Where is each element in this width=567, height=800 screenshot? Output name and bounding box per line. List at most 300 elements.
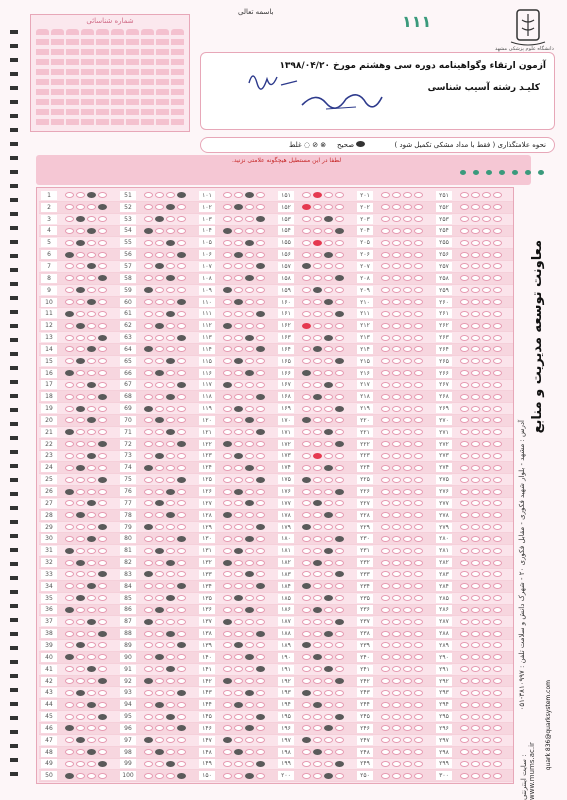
answer-bubble[interactable] [403,441,412,447]
answer-bubble[interactable] [245,583,254,589]
answer-bubble[interactable] [381,583,390,589]
answer-bubble[interactable] [234,335,243,341]
answer-bubble[interactable] [335,335,344,341]
answer-bubble[interactable] [155,690,164,696]
answer-bubble[interactable] [256,311,265,317]
answer-bubble[interactable] [98,702,107,708]
answer-bubble[interactable] [245,441,254,447]
answer-bubble[interactable] [460,524,469,530]
answer-bubble[interactable] [482,228,491,234]
answer-bubble[interactable] [460,571,469,577]
answer-bubble[interactable] [65,204,74,210]
answer-bubble[interactable] [65,548,74,554]
answer-bubble[interactable] [392,583,401,589]
answer-bubble[interactable] [98,323,107,329]
answer-bubble[interactable] [245,323,254,329]
answer-bubble[interactable] [223,323,232,329]
answer-bubble[interactable] [76,548,85,554]
answer-bubble[interactable] [223,335,232,341]
answer-bubble[interactable] [65,489,74,495]
answer-bubble[interactable] [493,607,502,613]
answer-bubble[interactable] [493,749,502,755]
answer-bubble[interactable] [87,216,96,222]
answer-bubble[interactable] [471,228,480,234]
answer-bubble[interactable] [302,287,311,293]
answer-bubble[interactable] [245,500,254,506]
answer-bubble[interactable] [256,370,265,376]
answer-bubble[interactable] [482,536,491,542]
answer-bubble[interactable] [76,465,85,471]
answer-bubble[interactable] [403,500,412,506]
answer-bubble[interactable] [460,370,469,376]
answer-bubble[interactable] [335,714,344,720]
answer-bubble[interactable] [335,204,344,210]
answer-bubble[interactable] [155,749,164,755]
answer-bubble[interactable] [381,204,390,210]
answer-bubble[interactable] [324,240,333,246]
answer-bubble[interactable] [245,548,254,554]
answer-bubble[interactable] [381,394,390,400]
answer-bubble[interactable] [381,370,390,376]
answer-bubble[interactable] [144,761,153,767]
answer-bubble[interactable] [335,666,344,672]
answer-bubble[interactable] [335,441,344,447]
answer-bubble[interactable] [392,346,401,352]
answer-bubble[interactable] [313,536,322,542]
answer-bubble[interactable] [460,453,469,459]
answer-bubble[interactable] [245,512,254,518]
answer-bubble[interactable] [335,571,344,577]
answer-bubble[interactable] [324,773,333,779]
answer-bubble[interactable] [223,702,232,708]
answer-bubble[interactable] [313,240,322,246]
answer-bubble[interactable] [177,252,186,258]
answer-bubble[interactable] [76,571,85,577]
answer-bubble[interactable] [166,512,175,518]
answer-bubble[interactable] [177,335,186,341]
answer-bubble[interactable] [155,275,164,281]
answer-bubble[interactable] [234,583,243,589]
answer-bubble[interactable] [471,749,480,755]
answer-bubble[interactable] [482,607,491,613]
answer-bubble[interactable] [234,725,243,731]
answer-bubble[interactable] [414,607,423,613]
answer-bubble[interactable] [155,429,164,435]
answer-bubble[interactable] [460,725,469,731]
answer-bubble[interactable] [392,358,401,364]
answer-bubble[interactable] [166,287,175,293]
answer-bubble[interactable] [65,607,74,613]
answer-bubble[interactable] [313,631,322,637]
answer-bubble[interactable] [245,489,254,495]
answer-bubble[interactable] [155,417,164,423]
answer-bubble[interactable] [98,453,107,459]
answer-bubble[interactable] [324,228,333,234]
answer-bubble[interactable] [381,275,390,281]
answer-bubble[interactable] [234,465,243,471]
answer-bubble[interactable] [76,429,85,435]
answer-bubble[interactable] [324,690,333,696]
answer-bubble[interactable] [302,453,311,459]
answer-bubble[interactable] [392,725,401,731]
answer-bubble[interactable] [234,642,243,648]
answer-bubble[interactable] [76,595,85,601]
answer-bubble[interactable] [460,631,469,637]
answer-bubble[interactable] [313,548,322,554]
answer-bubble[interactable] [335,228,344,234]
answer-bubble[interactable] [493,252,502,258]
answer-bubble[interactable] [65,453,74,459]
answer-bubble[interactable] [313,749,322,755]
answer-bubble[interactable] [302,417,311,423]
answer-bubble[interactable] [392,465,401,471]
answer-bubble[interactable] [98,714,107,720]
answer-bubble[interactable] [414,619,423,625]
answer-bubble[interactable] [155,631,164,637]
answer-bubble[interactable] [256,417,265,423]
answer-bubble[interactable] [223,536,232,542]
answer-bubble[interactable] [144,512,153,518]
answer-bubble[interactable] [87,489,96,495]
answer-bubble[interactable] [392,382,401,388]
answer-bubble[interactable] [166,240,175,246]
answer-bubble[interactable] [234,619,243,625]
answer-bubble[interactable] [460,642,469,648]
answer-bubble[interactable] [256,263,265,269]
answer-bubble[interactable] [414,642,423,648]
answer-bubble[interactable] [245,749,254,755]
answer-bubble[interactable] [256,382,265,388]
answer-bubble[interactable] [144,500,153,506]
answer-bubble[interactable] [98,548,107,554]
answer-bubble[interactable] [414,548,423,554]
answer-bubble[interactable] [324,607,333,613]
answer-bubble[interactable] [403,524,412,530]
answer-bubble[interactable] [234,323,243,329]
answer-bubble[interactable] [98,690,107,696]
answer-bubble[interactable] [324,749,333,755]
answer-bubble[interactable] [460,417,469,423]
answer-bubble[interactable] [392,642,401,648]
answer-bubble[interactable] [313,583,322,589]
answer-bubble[interactable] [414,690,423,696]
answer-bubble[interactable] [493,477,502,483]
answer-bubble[interactable] [493,536,502,542]
answer-bubble[interactable] [155,548,164,554]
answer-bubble[interactable] [245,346,254,352]
answer-bubble[interactable] [144,690,153,696]
answer-bubble[interactable] [87,631,96,637]
answer-bubble[interactable] [414,453,423,459]
answer-bubble[interactable] [223,417,232,423]
answer-bubble[interactable] [256,725,265,731]
answer-bubble[interactable] [392,370,401,376]
answer-bubble[interactable] [155,311,164,317]
answer-bubble[interactable] [381,335,390,341]
answer-bubble[interactable] [414,749,423,755]
answer-bubble[interactable] [414,536,423,542]
answer-bubble[interactable] [256,607,265,613]
answer-bubble[interactable] [471,394,480,400]
answer-bubble[interactable] [65,595,74,601]
answer-bubble[interactable] [155,595,164,601]
answer-bubble[interactable] [493,548,502,554]
answer-bubble[interactable] [381,417,390,423]
answer-bubble[interactable] [381,619,390,625]
answer-bubble[interactable] [177,571,186,577]
answer-bubble[interactable] [403,583,412,589]
answer-bubble[interactable] [234,228,243,234]
answer-bubble[interactable] [324,489,333,495]
answer-bubble[interactable] [392,335,401,341]
answer-bubble[interactable] [87,725,96,731]
answer-bubble[interactable] [493,216,502,222]
answer-bubble[interactable] [471,548,480,554]
answer-bubble[interactable] [313,287,322,293]
answer-bubble[interactable] [234,773,243,779]
answer-bubble[interactable] [335,299,344,305]
answer-bubble[interactable] [493,394,502,400]
answer-bubble[interactable] [223,204,232,210]
answer-bubble[interactable] [392,749,401,755]
answer-bubble[interactable] [302,725,311,731]
answer-bubble[interactable] [256,536,265,542]
answer-bubble[interactable] [87,524,96,530]
answer-bubble[interactable] [166,275,175,281]
answer-bubble[interactable] [245,607,254,613]
answer-bubble[interactable] [324,571,333,577]
answer-bubble[interactable] [177,642,186,648]
answer-bubble[interactable] [245,417,254,423]
answer-bubble[interactable] [223,311,232,317]
answer-bubble[interactable] [392,595,401,601]
answer-bubble[interactable] [65,702,74,708]
answer-bubble[interactable] [493,631,502,637]
answer-bubble[interactable] [76,299,85,305]
answer-bubble[interactable] [234,607,243,613]
answer-bubble[interactable] [65,287,74,293]
answer-bubble[interactable] [392,287,401,293]
answer-bubble[interactable] [234,346,243,352]
answer-bubble[interactable] [302,394,311,400]
answer-bubble[interactable] [155,453,164,459]
answer-bubble[interactable] [381,560,390,566]
answer-bubble[interactable] [144,773,153,779]
answer-bubble[interactable] [414,441,423,447]
answer-bubble[interactable] [381,512,390,518]
answer-bubble[interactable] [76,192,85,198]
answer-bubble[interactable] [414,394,423,400]
answer-bubble[interactable] [381,252,390,258]
answer-bubble[interactable] [144,394,153,400]
answer-bubble[interactable] [144,358,153,364]
answer-bubble[interactable] [76,228,85,234]
answer-bubble[interactable] [234,299,243,305]
answer-bubble[interactable] [256,548,265,554]
answer-bubble[interactable] [302,678,311,684]
answer-bubble[interactable] [155,263,164,269]
answer-bubble[interactable] [98,228,107,234]
answer-bubble[interactable] [482,465,491,471]
answer-bubble[interactable] [234,216,243,222]
answer-bubble[interactable] [98,666,107,672]
answer-bubble[interactable] [403,299,412,305]
answer-bubble[interactable] [245,228,254,234]
answer-bubble[interactable] [335,500,344,506]
answer-bubble[interactable] [166,406,175,412]
answer-bubble[interactable] [256,228,265,234]
answer-bubble[interactable] [471,678,480,684]
answer-bubble[interactable] [65,417,74,423]
answer-bubble[interactable] [403,417,412,423]
answer-bubble[interactable] [324,204,333,210]
answer-bubble[interactable] [414,524,423,530]
answer-bubble[interactable] [392,323,401,329]
answer-bubble[interactable] [155,500,164,506]
answer-bubble[interactable] [166,714,175,720]
answer-bubble[interactable] [302,192,311,198]
answer-bubble[interactable] [335,690,344,696]
answer-bubble[interactable] [245,263,254,269]
answer-bubble[interactable] [381,299,390,305]
answer-bubble[interactable] [76,690,85,696]
answer-bubble[interactable] [155,406,164,412]
answer-bubble[interactable] [482,263,491,269]
answer-bubble[interactable] [234,252,243,258]
answer-bubble[interactable] [335,773,344,779]
answer-bubble[interactable] [482,773,491,779]
answer-bubble[interactable] [414,228,423,234]
answer-bubble[interactable] [166,524,175,530]
answer-bubble[interactable] [335,216,344,222]
answer-bubble[interactable] [403,725,412,731]
answer-bubble[interactable] [98,429,107,435]
answer-bubble[interactable] [223,678,232,684]
answer-bubble[interactable] [144,642,153,648]
answer-bubble[interactable] [392,252,401,258]
answer-bubble[interactable] [256,690,265,696]
answer-bubble[interactable] [335,275,344,281]
answer-bubble[interactable] [87,252,96,258]
answer-bubble[interactable] [482,702,491,708]
answer-bubble[interactable] [392,275,401,281]
answer-bubble[interactable] [76,311,85,317]
answer-bubble[interactable] [76,583,85,589]
answer-bubble[interactable] [76,678,85,684]
answer-bubble[interactable] [414,335,423,341]
answer-bubble[interactable] [177,524,186,530]
answer-bubble[interactable] [87,228,96,234]
answer-bubble[interactable] [324,465,333,471]
answer-bubble[interactable] [471,714,480,720]
answer-bubble[interactable] [313,441,322,447]
answer-bubble[interactable] [482,619,491,625]
answer-bubble[interactable] [87,394,96,400]
answer-bubble[interactable] [482,489,491,495]
answer-bubble[interactable] [335,512,344,518]
answer-bubble[interactable] [381,441,390,447]
answer-bubble[interactable] [166,500,175,506]
answer-bubble[interactable] [460,228,469,234]
answer-bubble[interactable] [65,394,74,400]
answer-bubble[interactable] [392,607,401,613]
answer-bubble[interactable] [144,619,153,625]
answer-bubble[interactable] [302,335,311,341]
answer-bubble[interactable] [324,477,333,483]
answer-bubble[interactable] [177,654,186,660]
answer-bubble[interactable] [87,275,96,281]
answer-bubble[interactable] [482,417,491,423]
answer-bubble[interactable] [223,500,232,506]
answer-bubble[interactable] [166,642,175,648]
answer-bubble[interactable] [381,666,390,672]
answer-bubble[interactable] [155,725,164,731]
answer-bubble[interactable] [493,465,502,471]
answer-bubble[interactable] [460,204,469,210]
answer-bubble[interactable] [144,571,153,577]
answer-bubble[interactable] [76,512,85,518]
answer-bubble[interactable] [245,477,254,483]
answer-bubble[interactable] [302,548,311,554]
answer-bubble[interactable] [65,690,74,696]
answer-bubble[interactable] [403,737,412,743]
answer-bubble[interactable] [335,583,344,589]
answer-bubble[interactable] [245,240,254,246]
answer-bubble[interactable] [313,335,322,341]
answer-bubble[interactable] [234,240,243,246]
answer-bubble[interactable] [392,654,401,660]
answer-bubble[interactable] [482,441,491,447]
answer-bubble[interactable] [76,749,85,755]
answer-bubble[interactable] [256,252,265,258]
answer-bubble[interactable] [392,678,401,684]
answer-bubble[interactable] [234,631,243,637]
answer-bubble[interactable] [313,654,322,660]
answer-bubble[interactable] [76,370,85,376]
answer-bubble[interactable] [155,192,164,198]
answer-bubble[interactable] [302,465,311,471]
answer-bubble[interactable] [234,429,243,435]
answer-bubble[interactable] [313,524,322,530]
answer-bubble[interactable] [76,477,85,483]
answer-bubble[interactable] [381,607,390,613]
answer-bubble[interactable] [460,548,469,554]
answer-bubble[interactable] [493,500,502,506]
answer-bubble[interactable] [155,654,164,660]
answer-bubble[interactable] [65,275,74,281]
answer-bubble[interactable] [324,678,333,684]
answer-bubble[interactable] [493,761,502,767]
answer-bubble[interactable] [223,489,232,495]
answer-bubble[interactable] [234,548,243,554]
answer-bubble[interactable] [76,536,85,542]
answer-bubble[interactable] [245,571,254,577]
answer-bubble[interactable] [482,560,491,566]
answer-bubble[interactable] [414,714,423,720]
answer-bubble[interactable] [471,429,480,435]
answer-bubble[interactable] [403,370,412,376]
answer-bubble[interactable] [65,240,74,246]
answer-bubble[interactable] [471,512,480,518]
answer-bubble[interactable] [381,465,390,471]
answer-bubble[interactable] [482,714,491,720]
answer-bubble[interactable] [381,323,390,329]
answer-bubble[interactable] [98,394,107,400]
answer-bubble[interactable] [98,631,107,637]
answer-bubble[interactable] [414,631,423,637]
answer-bubble[interactable] [76,323,85,329]
answer-bubble[interactable] [313,666,322,672]
